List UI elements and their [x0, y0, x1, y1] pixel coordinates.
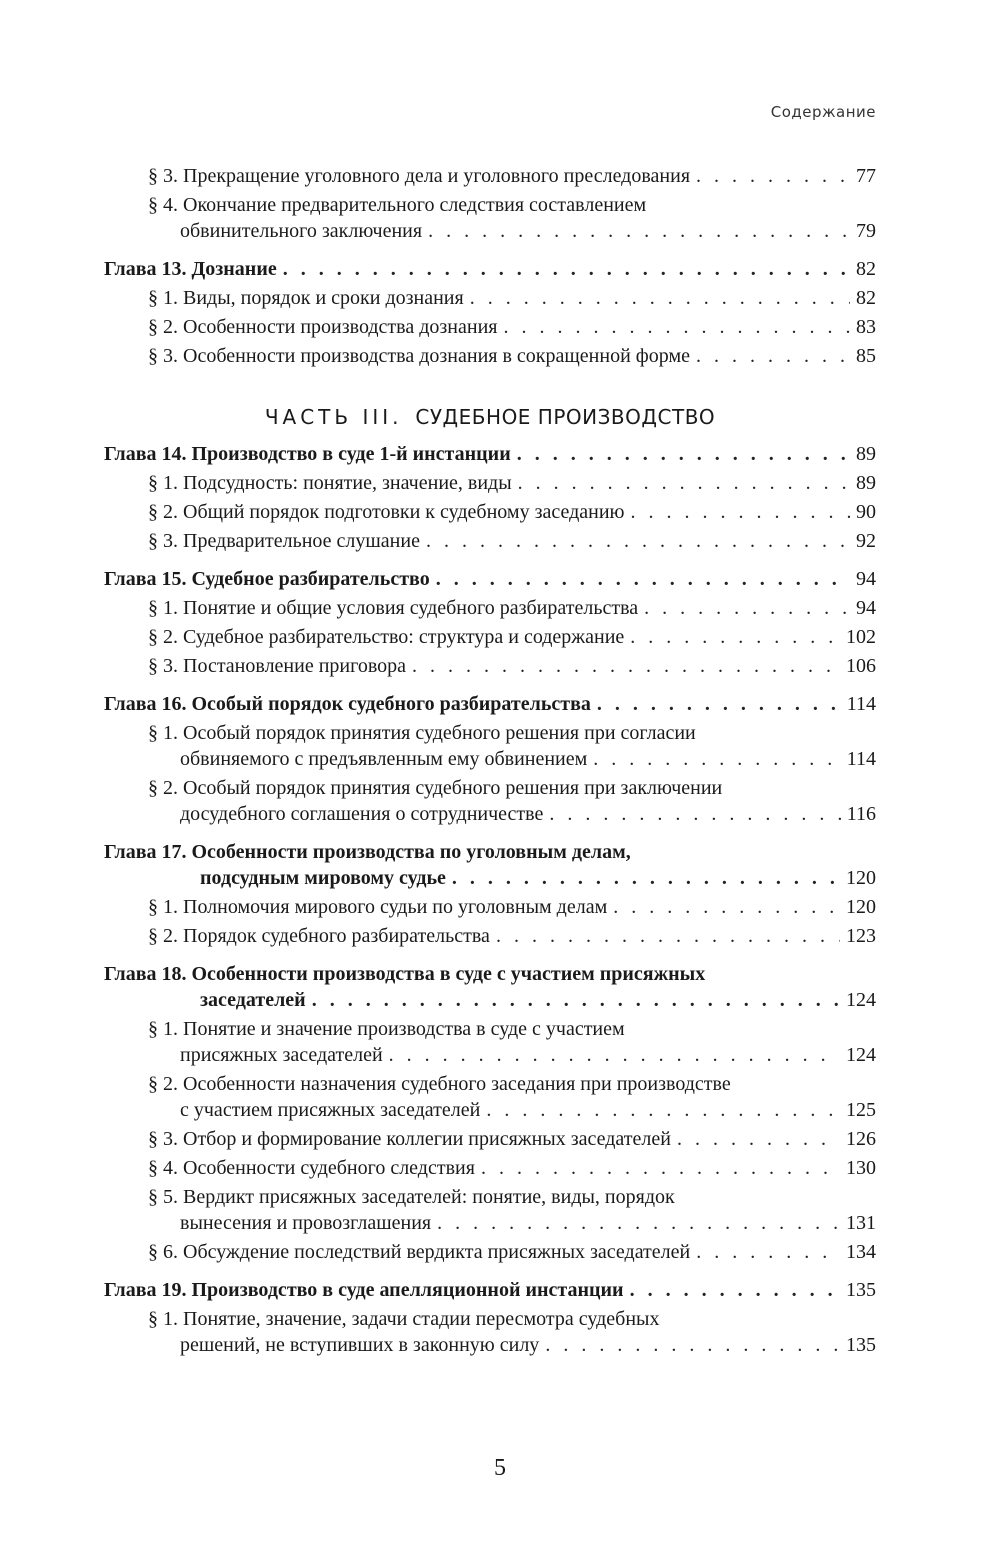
toc-list-top — [104, 163, 876, 369]
toc-section-entry[interactable] — [104, 923, 876, 949]
part-label: ЧАСТЬ III. — [264, 405, 403, 429]
toc-page-number: 90 — [856, 501, 876, 523]
dot-leader — [283, 256, 850, 282]
part-title — [104, 405, 876, 429]
toc-page-number: 123 — [846, 925, 876, 947]
toc-page-number: 114 — [846, 693, 876, 715]
toc-page-number: 106 — [846, 655, 876, 677]
toc-section-entry[interactable] — [104, 1071, 876, 1123]
toc-entry-title: § 1. Полномочия мирового судьи по уголовным делам — [148, 896, 608, 918]
toc-entry-title: § 4. Особенности судебного следствия — [148, 1157, 475, 1179]
dot-leader — [593, 746, 840, 772]
toc-section-entry[interactable] — [104, 653, 876, 679]
dot-leader — [470, 285, 850, 311]
toc-section-entry[interactable] — [104, 720, 876, 772]
toc-page-number: 92 — [856, 530, 876, 552]
toc-page-number: 94 — [856, 597, 876, 619]
toc-page-number: 131 — [846, 1212, 876, 1234]
dot-leader — [597, 691, 841, 717]
toc-section-entry[interactable] — [104, 595, 876, 621]
toc-section-entry[interactable] — [104, 499, 876, 525]
toc-entry-title: Глава 15. Судебное разбирательство — [104, 568, 430, 590]
toc-section-entry[interactable] — [104, 894, 876, 920]
toc-page-number: 83 — [856, 316, 876, 338]
toc-entry-title: § 1. Подсудность: понятие, значение, виды — [148, 472, 512, 494]
running-head: Содержание — [770, 103, 876, 121]
toc-entry-title: § 4. Окончание предварительного следствия составлением — [148, 194, 647, 216]
toc-section-entry[interactable] — [104, 1239, 876, 1265]
toc-section-entry[interactable] — [104, 314, 876, 340]
toc-section-entry[interactable] — [104, 343, 876, 369]
toc-section-entry[interactable] — [104, 163, 876, 189]
toc-entry-title: § 3. Постановление приговора — [148, 655, 406, 677]
toc-page-number: 79 — [856, 220, 876, 242]
toc-entry-title: § 5. Вердикт присяжных заседателей: понятие, виды, порядок — [148, 1186, 675, 1208]
toc-entry-title: Глава 17. Особенности производства по уголовным делам, — [104, 841, 631, 863]
dot-leader — [696, 163, 850, 189]
toc-entry-title: § 6. Обсуждение последствий вердикта присяжных заседателей — [148, 1241, 691, 1263]
toc-entry-title: обвинительного заключения — [180, 220, 423, 242]
toc-chapter-entry[interactable] — [104, 1277, 876, 1303]
toc-page-number: 82 — [856, 287, 876, 309]
toc-entry-title: присяжных заседателей — [180, 1044, 383, 1066]
toc-entry-title: Глава 18. Особенности производства в суде с участием присяжных — [104, 963, 706, 985]
dot-leader — [518, 470, 850, 496]
toc-entry-title: § 2. Особый порядок принятия судебного решения при заключении — [148, 777, 723, 799]
toc-page-number: 89 — [856, 443, 876, 465]
dot-leader — [630, 1277, 840, 1303]
toc-entry-title: решений, не вступивших в законную силу — [180, 1334, 540, 1356]
toc-entry-title: досудебного соглашения о сотрудничестве — [180, 803, 544, 825]
toc-page-number: 120 — [846, 867, 876, 889]
toc-page-number: 120 — [846, 896, 876, 918]
dot-leader — [481, 1155, 840, 1181]
toc-page-number: 94 — [856, 568, 876, 590]
toc-entry-title: подсудным мировому судье — [200, 867, 446, 889]
toc-page-number: 125 — [846, 1099, 876, 1121]
toc-section-entry[interactable] — [104, 528, 876, 554]
dot-leader — [696, 343, 850, 369]
toc-page-number: 114 — [846, 748, 876, 770]
dot-leader — [613, 894, 840, 920]
dot-leader — [630, 624, 840, 650]
dot-leader — [644, 595, 850, 621]
toc-page-number: 135 — [846, 1279, 876, 1301]
toc-section-entry[interactable] — [104, 285, 876, 311]
toc-section-entry[interactable] — [104, 775, 876, 827]
toc-entry-title: § 2. Особенности производства дознания — [148, 316, 498, 338]
toc-page-number: 126 — [846, 1128, 876, 1150]
toc-section-entry[interactable] — [104, 1184, 876, 1236]
toc-entry-title: § 1. Понятие, значение, задачи стадии пересмотра судебных — [148, 1308, 660, 1330]
toc-entry-title: § 3. Предварительное слушание — [148, 530, 420, 552]
dot-leader — [503, 314, 850, 340]
toc-page-number: 134 — [846, 1241, 876, 1263]
toc-entry-title: § 2. Судебное разбирательство: структура и содержание — [148, 626, 625, 648]
dot-leader — [545, 1332, 840, 1358]
dot-leader — [549, 801, 840, 827]
dot-leader — [428, 218, 850, 244]
toc-page-number: 82 — [856, 258, 876, 280]
dot-leader — [696, 1239, 840, 1265]
toc-entry-title: § 1. Особый порядок принятия судебного решения при согласии — [148, 722, 696, 744]
toc-chapter-entry[interactable] — [104, 839, 876, 891]
toc-page-number: 102 — [846, 626, 876, 648]
table-of-contents — [104, 163, 876, 1358]
toc-page-number: 77 — [856, 165, 876, 187]
dot-leader — [437, 1210, 840, 1236]
toc-page-number: 124 — [846, 989, 876, 1011]
toc-entry-title: обвиняемого с предъявленным ему обвинением — [180, 748, 588, 770]
toc-section-entry[interactable] — [104, 1306, 876, 1358]
toc-entry-title: с участием присяжных заседателей — [180, 1099, 481, 1121]
dot-leader — [412, 653, 840, 679]
toc-entry-title: § 3. Прекращение уголовного дела и уголовного преследования — [148, 165, 691, 187]
toc-section-entry[interactable] — [104, 1126, 876, 1152]
toc-chapter-entry[interactable] — [104, 566, 876, 592]
dot-leader — [517, 441, 850, 467]
dot-leader — [426, 528, 850, 554]
dot-leader — [486, 1097, 840, 1123]
toc-entry-title: Глава 16. Особый порядок судебного разбирательства — [104, 693, 591, 715]
toc-section-entry[interactable] — [104, 192, 876, 244]
toc-entry-title: заседателей — [200, 989, 306, 1011]
toc-entry-title: Глава 13. Дознание — [104, 258, 277, 280]
toc-chapter-entry[interactable] — [104, 691, 876, 717]
dot-leader — [436, 566, 850, 592]
dot-leader — [312, 987, 840, 1013]
toc-chapter-entry[interactable] — [104, 961, 876, 1013]
toc-section-entry[interactable] — [104, 1016, 876, 1068]
toc-entry-title: § 1. Понятие и общие условия судебного разбирательства — [148, 597, 639, 619]
toc-entry-title: § 3. Отбор и формирование коллегии присяжных заседателей — [148, 1128, 671, 1150]
toc-entry-title: § 2. Порядок судебного разбирательства — [148, 925, 490, 947]
toc-page-number: 135 — [846, 1334, 876, 1356]
toc-entry-title: вынесения и провозглашения — [180, 1212, 432, 1234]
toc-page-number: 85 — [856, 345, 876, 367]
dot-leader — [496, 923, 840, 949]
toc-page-number: 89 — [856, 472, 876, 494]
part-name: СУДЕБНОЕ ПРОИЗВОДСТВО — [415, 405, 716, 429]
dot-leader — [389, 1042, 840, 1068]
toc-entry-title: § 2. Особенности назначения судебного заседания при производстве — [148, 1073, 731, 1095]
page-number: 5 — [494, 1455, 506, 1481]
toc-entry-title: § 2. Общий порядок подготовки к судебному заседанию — [148, 501, 625, 523]
toc-section-entry[interactable] — [104, 624, 876, 650]
dot-leader — [631, 499, 851, 525]
toc-section-entry[interactable] — [104, 470, 876, 496]
dot-leader — [677, 1126, 840, 1152]
toc-chapter-entry[interactable] — [104, 441, 876, 467]
toc-entry-title: § 1. Виды, порядок и сроки дознания — [148, 287, 464, 309]
toc-page-number: 130 — [846, 1157, 876, 1179]
toc-entry-title: § 3. Особенности производства дознания в сокращенной форме — [148, 345, 690, 367]
toc-section-entry[interactable] — [104, 1155, 876, 1181]
toc-entry-title: Глава 14. Производство в суде 1-й инстанции — [104, 443, 511, 465]
toc-entry-title: Глава 19. Производство в суде апелляционной инстанции — [104, 1279, 624, 1301]
dot-leader — [452, 865, 840, 891]
toc-entry-title: § 1. Понятие и значение производства в суде с участием — [148, 1018, 625, 1040]
toc-chapter-entry[interactable] — [104, 256, 876, 282]
toc-page-number: 124 — [846, 1044, 876, 1066]
toc-list-part — [104, 441, 876, 1358]
toc-page-number: 116 — [846, 803, 876, 825]
